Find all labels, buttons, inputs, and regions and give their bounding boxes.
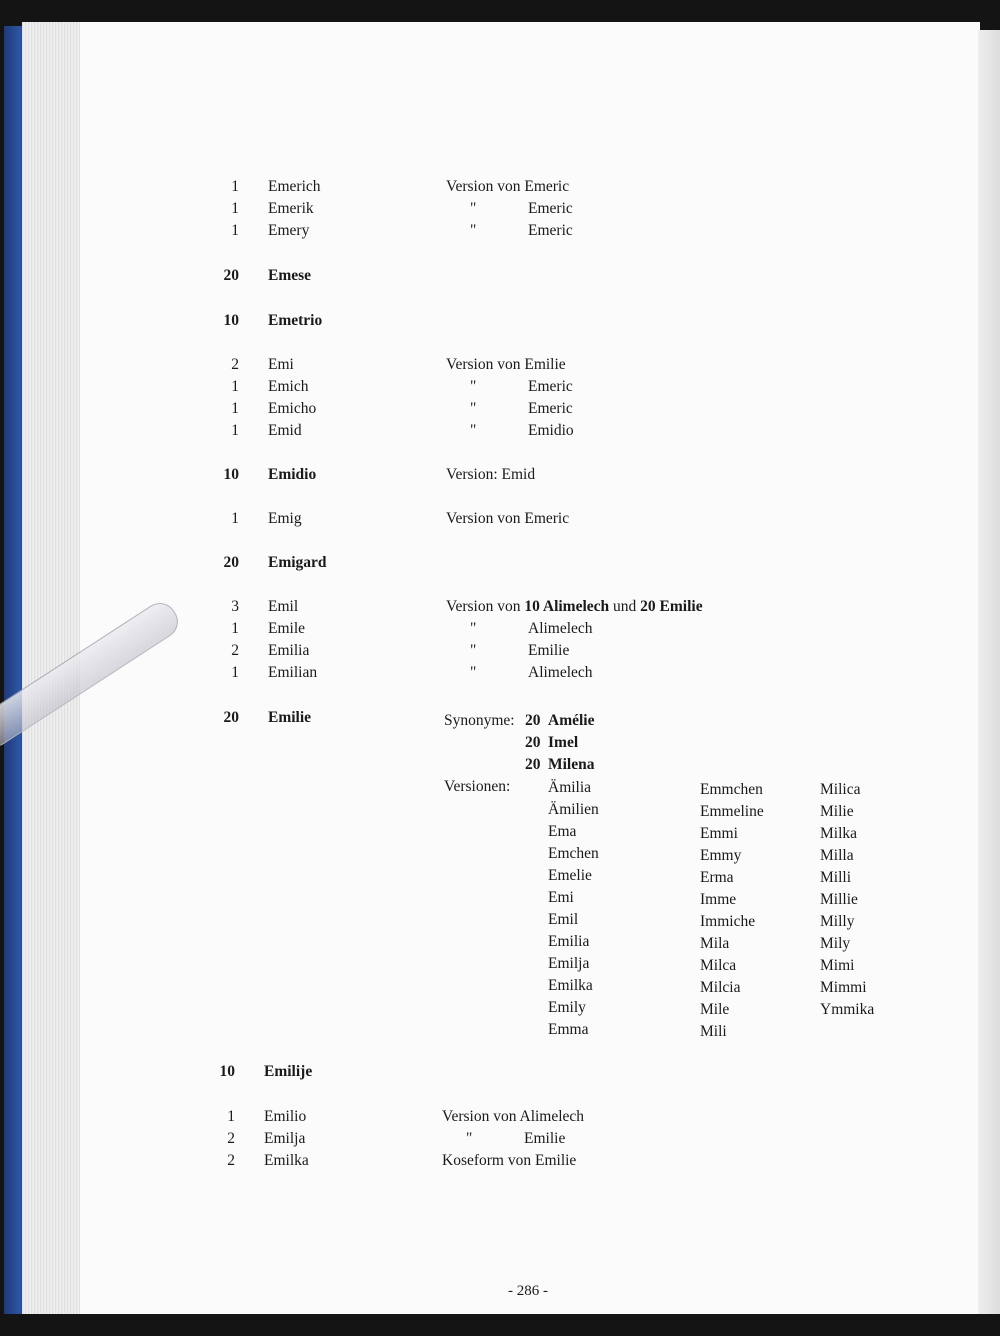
entry-reference: Alimelech <box>528 620 593 637</box>
entry-count: 1 <box>227 1108 235 1125</box>
entry-note: Version von Alimelech <box>442 1108 585 1125</box>
version-name: Emil <box>548 911 579 928</box>
entry-count: 3 <box>231 598 239 615</box>
entry-name: Emig <box>268 510 302 527</box>
version-name: Mimmi <box>820 979 867 996</box>
entry-reference: Alimelech <box>528 664 593 681</box>
entry-name: Emetrio <box>268 312 323 329</box>
entry-count: 1 <box>231 400 239 417</box>
entry-count: 10 <box>223 466 239 483</box>
version-name: Imme <box>700 891 737 908</box>
version-name: Milla <box>820 847 854 864</box>
version-name: Millie <box>820 891 858 908</box>
entry-reference: Emeric <box>528 378 573 395</box>
version-name: Immiche <box>700 913 756 930</box>
note-part: 10 Alimelech <box>524 598 610 615</box>
page-number: - 286 - <box>508 1283 548 1299</box>
version-name: Milka <box>820 825 858 842</box>
entry-note: Koseform von Emilie <box>442 1152 577 1169</box>
entry-note: Version von Emeric <box>446 178 570 195</box>
entry-count: 1 <box>231 620 239 637</box>
entry-count: 20 <box>223 267 239 284</box>
synonym-name: Milena <box>548 756 595 773</box>
synonym-name: Imel <box>548 734 579 751</box>
version-name: Milca <box>700 957 737 974</box>
entry-name: Emigard <box>268 554 327 571</box>
version-name: Emelie <box>548 867 592 884</box>
entry-name: Emile <box>268 620 306 637</box>
entry-name: Emich <box>268 378 309 395</box>
entry-name: Emilian <box>268 664 318 681</box>
synonym-count: 20 <box>525 712 541 729</box>
ditto-mark: " <box>470 400 477 417</box>
version-name: Emily <box>548 999 586 1016</box>
entry-note: Version von Emeric <box>446 510 570 527</box>
entry-name: Emilja <box>264 1130 306 1147</box>
note-part: und <box>609 598 641 615</box>
entry-reference: Emilie <box>528 642 570 659</box>
entry-count: 1 <box>231 664 239 681</box>
synonym-name: Amélie <box>548 712 595 729</box>
version-name: Ema <box>548 823 577 840</box>
entry-name: Emidio <box>268 466 317 483</box>
entry-name: Emerich <box>268 178 321 195</box>
version-name: Mile <box>700 1001 730 1018</box>
version-name: Ämilien <box>548 801 599 818</box>
ditto-mark: " <box>470 222 477 239</box>
entry-count: 1 <box>231 510 239 527</box>
version-name: Milli <box>820 869 852 886</box>
version-name: Emilia <box>548 933 590 950</box>
version-name: Emma <box>548 1021 589 1038</box>
version-name: Emmchen <box>700 781 763 798</box>
version-name: Erma <box>700 869 734 886</box>
note-part: 20 Emilie <box>640 598 703 615</box>
entry-count: 2 <box>227 1130 235 1147</box>
entry-count: 2 <box>231 356 239 373</box>
version-name: Emilja <box>548 955 590 972</box>
ditto-mark: " <box>470 378 477 395</box>
version-name: Emmi <box>700 825 738 842</box>
entry-name: Emilka <box>264 1152 309 1169</box>
version-name: Emmy <box>700 847 742 864</box>
version-name: Ämilia <box>548 779 592 796</box>
synonym-count: 20 <box>525 756 541 773</box>
synonyms-label: Synonyme: <box>444 712 515 729</box>
entry-name: Emilie <box>268 709 312 726</box>
ditto-mark: " <box>466 1130 473 1147</box>
entry-name: Emese <box>268 267 312 284</box>
entry-name: Emi <box>268 356 294 373</box>
version-name: Mila <box>700 935 730 952</box>
ditto-mark: " <box>470 642 477 659</box>
ditto-mark: " <box>470 664 477 681</box>
version-name: Emi <box>548 889 574 906</box>
ditto-mark: " <box>470 200 477 217</box>
ditto-mark: " <box>470 620 477 637</box>
entry-name: Emilio <box>264 1108 307 1125</box>
entry-reference: Emeric <box>528 200 573 217</box>
versions-label: Versionen: <box>444 778 511 795</box>
entry-count: 2 <box>227 1152 235 1169</box>
version-name: Mimi <box>820 957 855 974</box>
version-name: Milie <box>820 803 854 820</box>
facing-page-edge <box>978 30 1000 1314</box>
version-name: Emmeline <box>700 803 764 820</box>
note-part: Version von <box>446 598 525 615</box>
entry-count: 20 <box>223 709 239 726</box>
entry-name: Emilije <box>264 1063 313 1080</box>
entry-count: 1 <box>231 378 239 395</box>
entry-count: 10 <box>223 312 239 329</box>
version-name: Mili <box>700 1023 727 1040</box>
version-name: Milica <box>820 781 861 798</box>
version-name: Emilka <box>548 977 593 994</box>
entry-name: Emicho <box>268 400 317 417</box>
entry-count: 20 <box>223 554 239 571</box>
entry-name: Emid <box>268 422 302 439</box>
version-name: Mily <box>820 935 851 952</box>
entry-count: 1 <box>231 222 239 239</box>
entry-reference: Emidio <box>528 422 574 439</box>
synonym-count: 20 <box>525 734 541 751</box>
version-name: Ymmika <box>820 1001 875 1018</box>
entry-note: Version von Emilie <box>446 356 566 373</box>
version-name: Emchen <box>548 845 599 862</box>
entry-name: Emilia <box>268 642 310 659</box>
entry-count: 1 <box>231 178 239 195</box>
entry-note: Version: Emid <box>446 466 536 483</box>
entry-reference: Emeric <box>528 400 573 417</box>
entry-count: 10 <box>219 1063 235 1080</box>
entry-note <box>446 598 703 616</box>
entry-reference: Emeric <box>528 222 573 239</box>
ditto-mark: " <box>470 422 477 439</box>
entry-count: 1 <box>231 200 239 217</box>
version-name: Milly <box>820 913 855 930</box>
entry-name: Emery <box>268 222 310 239</box>
entry-count: 1 <box>231 422 239 439</box>
entry-count: 2 <box>231 642 239 659</box>
entry-name: Emerik <box>268 200 314 217</box>
entry-reference: Emilie <box>524 1130 566 1147</box>
version-name: Milcia <box>700 979 741 996</box>
entry-name: Emil <box>268 598 299 615</box>
